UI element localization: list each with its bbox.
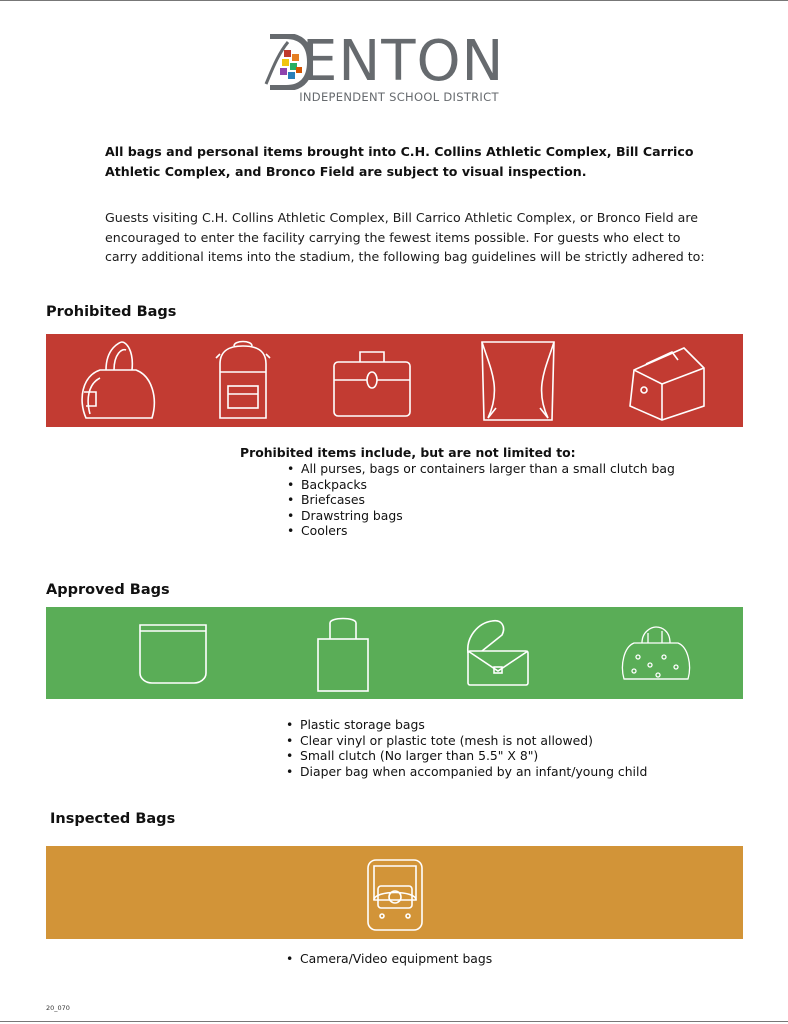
briefcase-icon — [330, 344, 414, 420]
logo-subtitle: INDEPENDENT SCHOOL DISTRICT — [299, 90, 499, 104]
list-item: • All purses, bags or containers larger than a small clutch bag — [287, 461, 675, 477]
cooler-icon — [622, 342, 708, 422]
list-item: • Coolers — [287, 523, 675, 539]
list-item: • Briefcases — [287, 492, 675, 508]
list-item: • Clear vinyl or plastic tote (mesh is not allowed) — [286, 733, 647, 749]
list-item: • Camera/Video equipment bags — [286, 951, 492, 967]
backpack-icon — [214, 338, 272, 424]
list-item: • Backpacks — [287, 477, 675, 493]
guest-guidance-paragraph: Guests visiting C.H. Collins Athletic Complex, Bill Carrico Athletic Complex, or Bronco Field are encouraged to enter the facility carrying the fewest items possible. For guests who elect to carry additional items into the stadium, the following bag guidelines will be strictly adhered to: — [105, 210, 705, 265]
inspected-bags-band — [46, 846, 743, 939]
list-item: • Plastic storage bags — [286, 717, 647, 733]
list-item: • Drawstring bags — [287, 508, 675, 524]
inspection-notice: All bags and personal items brought into C.H. Collins Athletic Complex, Bill Carrico Athletic Complex, and Bronco Field are subject to visual inspection. — [105, 144, 694, 179]
document-code: 20_070 — [46, 1004, 70, 1012]
prohibited-list-title: Prohibited items include, but are not limited to: — [240, 445, 576, 460]
prohibited-bags-band — [46, 334, 743, 427]
list-item: • Small clutch (No larger than 5.5" X 8") — [286, 748, 647, 764]
approved-bags-band — [46, 607, 743, 699]
drawstring-bag-icon — [472, 338, 564, 424]
top-border — [0, 0, 788, 1]
inspected-bags-heading: Inspected Bags — [50, 811, 176, 827]
diaper-bag-icon — [618, 621, 694, 689]
list-item: • Diaper bag when accompanied by an infant/young child — [286, 764, 647, 780]
small-clutch-icon — [462, 617, 532, 689]
bottom-border — [0, 1021, 788, 1022]
approved-bags-heading: Approved Bags — [46, 582, 170, 598]
camera-bag-icon — [364, 856, 426, 934]
plastic-storage-bag-icon — [136, 621, 210, 687]
clear-tote-icon — [314, 613, 372, 693]
district-logo — [262, 30, 537, 110]
approved-items-list — [286, 717, 647, 779]
inspected-items-list — [286, 951, 492, 967]
duffel-bag-icon — [76, 340, 160, 422]
logo-wordmark: ENTON — [302, 29, 505, 94]
prohibited-items-list — [287, 461, 675, 539]
prohibited-bags-heading: Prohibited Bags — [46, 304, 177, 320]
